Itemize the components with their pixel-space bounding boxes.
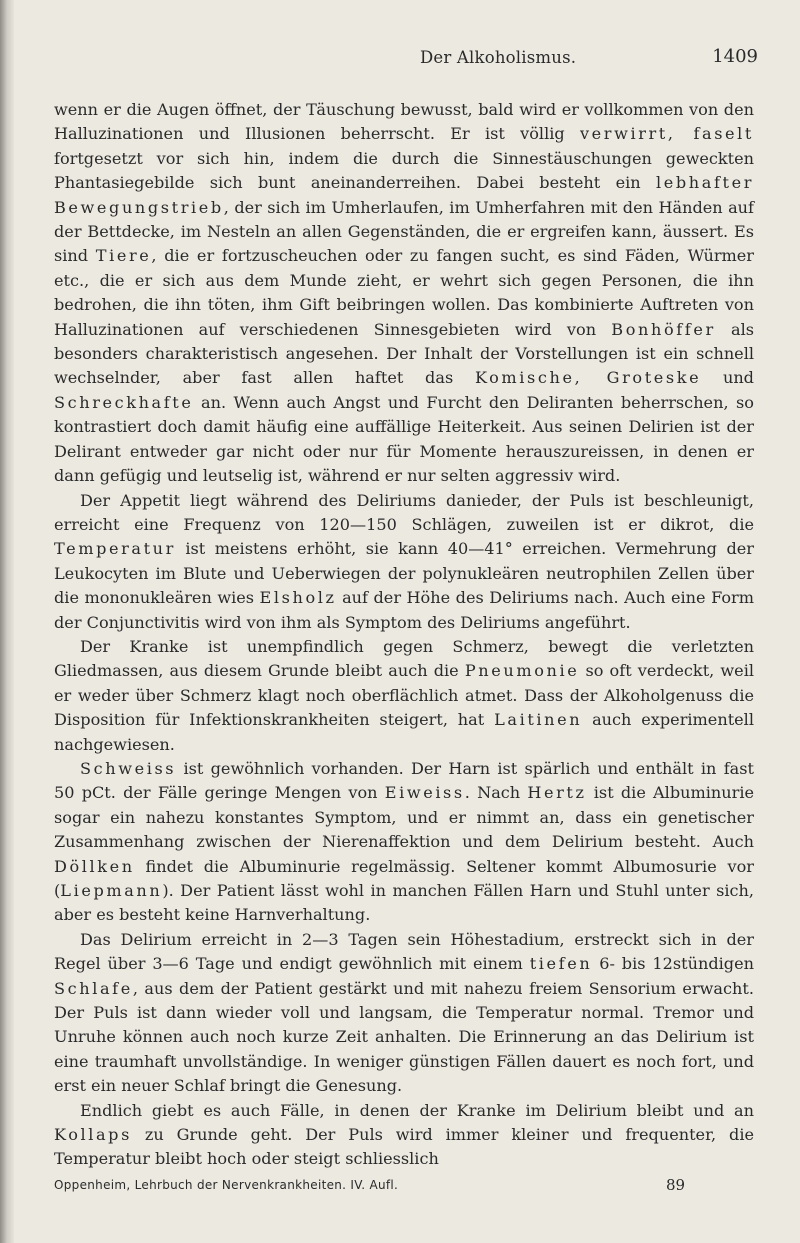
footer-reference: Oppenheim, Lehrbuch der Nervenkrankheiten. IV. Aufl.: [54, 1178, 399, 1192]
text-run: , der sich im Umherlaufen, im Umherfahren mit den Händen auf der Bettdecke, im Nesteln an allen Gegenständen, die er ergreifen kann, äussert. Es sind: [54, 197, 754, 266]
text-run: zu Grunde geht. Der Puls wird immer kleiner und frequenter, die Temperatur bleibt hoch oder steigt schliesslich: [54, 1125, 754, 1169]
paragraph: [54, 98, 754, 489]
text-run: so oft verdeckt, weil er weder über Schmerz klagt noch oberflächlich atmet. Dass der Alkoholgenuss die Disposition für Infektionskrankheiten steigert, hat: [54, 661, 754, 730]
spaced-emphasis: Laitinen: [494, 710, 583, 730]
text-run: , aus dem der Patient gestärkt und mit nahezu freiem Sensorium erwacht. Der Puls ist dann wieder voll und langsam, die Temperatur normal. Tremor und Unruhe können auch noch kurze Zeit anhalten. Die Erinnerung an das Delirium ist eine traumhaft unvollständige. In weniger günstigen Fällen dauert es noch fort, und erst ein neuer Schlaf bringt die Genesung.: [54, 978, 754, 1096]
spaced-emphasis: Eiweiss: [384, 783, 465, 803]
body-text: [54, 98, 754, 1172]
page-number: 1409: [712, 46, 758, 67]
text-run: , die er fortzuscheuchen oder zu fangen sucht, es sind Fäden, Würmer etc., die er sich aus dem Munde zieht, er wehrt sich gegen Personen, die ihn bedrohen, die ihn töten, ihm Gift beibringen wollen. Das kombinierte Auftreten von Halluzinationen auf verschiedenen Sinnesgebieten wird von: [54, 246, 754, 339]
text-run: fortgesetzt vor sich hin, indem die durch die Sinnestäuschungen geweckten Phantasiegebilde sich bunt aneinanderreihen. Dabei besteht ein: [54, 148, 754, 193]
text-run: auf der Höhe des Deliriums nach. Auch eine Form der Conjunctivitis wird von ihm als Symptom des Deliriums angeführt.: [54, 588, 754, 632]
spaced-emphasis: Pneumonie: [464, 661, 580, 681]
page-header: [50, 46, 770, 74]
text-run: wenn er die Augen öffnet, der Täuschung bewusst, bald wird er vollkommen von den Halluzinationen und Illusionen beherrscht. Er ist völlig: [54, 100, 754, 144]
spaced-emphasis: lebhafter Bewegungstrieb: [54, 173, 754, 217]
spaced-emphasis: Elsholz: [259, 588, 337, 608]
book-gutter-shadow: [0, 0, 14, 1243]
spaced-emphasis: Tiere: [95, 246, 152, 266]
text-run: auch experimentell nachgewiesen.: [54, 710, 754, 754]
spaced-emphasis: Komische, Groteske: [474, 368, 702, 388]
spaced-emphasis: Schweiss: [80, 758, 177, 778]
text-run: ist gewöhnlich vorhanden. Der Harn ist spärlich und enthält in fast 50 pCt. der Fälle geringe Mengen von: [54, 758, 754, 803]
spaced-emphasis: Schreckhafte: [54, 392, 194, 412]
spaced-emphasis: Döllken: [54, 856, 135, 876]
spaced-emphasis: tiefen: [529, 954, 593, 974]
paragraph: [54, 635, 754, 757]
paragraph: [54, 928, 754, 1099]
text-run: ist die Albuminurie sogar ein nahezu konstantes Symptom, und er nimmt an, dass ein genetischer Zusammenhang zwischen der Nierenaffektion und dem Delirium besteht. Auch: [54, 783, 754, 852]
spaced-emphasis: Bonhöffer: [611, 319, 716, 339]
spaced-emphasis: verwirrt, faselt: [579, 124, 754, 144]
text-run: Das Delirium erreicht in 2—3 Tagen sein Höhestadium, erstreckt sich in der Regel über 3—6 Tage und endigt gewöhnlich mit einem: [54, 929, 754, 974]
text-run: . Nach: [464, 783, 528, 803]
spaced-emphasis: Schlafe: [54, 978, 133, 998]
text-run: Endlich giebt es auch Fälle, in denen der Kranke im Delirium bleibt und an: [80, 1100, 754, 1120]
text-run: ist meistens erhöht, sie kann 40—41° erreichen. Vermehrung der Leukocyten im Blute und Ueberwiegen der polynukleären neutrophilen Zellen über die mononukleären wies: [54, 539, 754, 608]
spaced-emphasis: Liepmann: [60, 881, 163, 900]
text-run: Der Kranke ist unempfindlich gegen Schmerz, bewegt die verletzten Gliedmassen, aus diesem Grunde bleibt auch die: [54, 636, 754, 681]
signature-mark: 89: [666, 1176, 686, 1194]
paragraph: [54, 1099, 754, 1172]
text-run: und: [701, 368, 754, 388]
book-page: [50, 46, 770, 1226]
spaced-emphasis: Temperatur: [54, 539, 176, 559]
text-run: ). Der Patient lässt wohl in manchen Fällen Harn und Stuhl unter sich, aber es besteht keine Harnverhaltung.: [54, 881, 754, 925]
text-run: 6- bis 12stündigen: [592, 954, 754, 974]
page-footer: [54, 1174, 754, 1198]
spaced-emphasis: Hertz: [527, 783, 587, 803]
spaced-emphasis: Kollaps: [54, 1125, 132, 1145]
text-run: als besonders charakteristisch angesehen. Der Inhalt der Vorstellungen ist ein schnell wechselnder, aber fast allen haftet das: [54, 319, 754, 388]
paragraph: [54, 757, 754, 928]
paragraph: [54, 489, 754, 635]
text-run: an. Wenn auch Angst und Furcht den Deliranten beherrschen, so kontrastiert doch damit häufig eine auffällige Heiterkeit. Aus seinen Delirien ist der Delirant entweder gar nicht oder nur für Momente herauszureissen, in denen er dann gefügig und leutselig ist, während er nur selten aggressiv wird.: [54, 392, 754, 486]
text-run: findet die Albuminurie regelmässig. Seltener kommt Albumosurie vor (: [54, 856, 754, 900]
text-run: Der Appetit liegt während des Deliriums danieder, der Puls ist beschleunigt, erreicht eine Frequenz von 120—150 Schlägen, zuweilen ist er dikrot, die: [54, 490, 754, 534]
running-head: Der Alkoholismus.: [420, 48, 577, 67]
